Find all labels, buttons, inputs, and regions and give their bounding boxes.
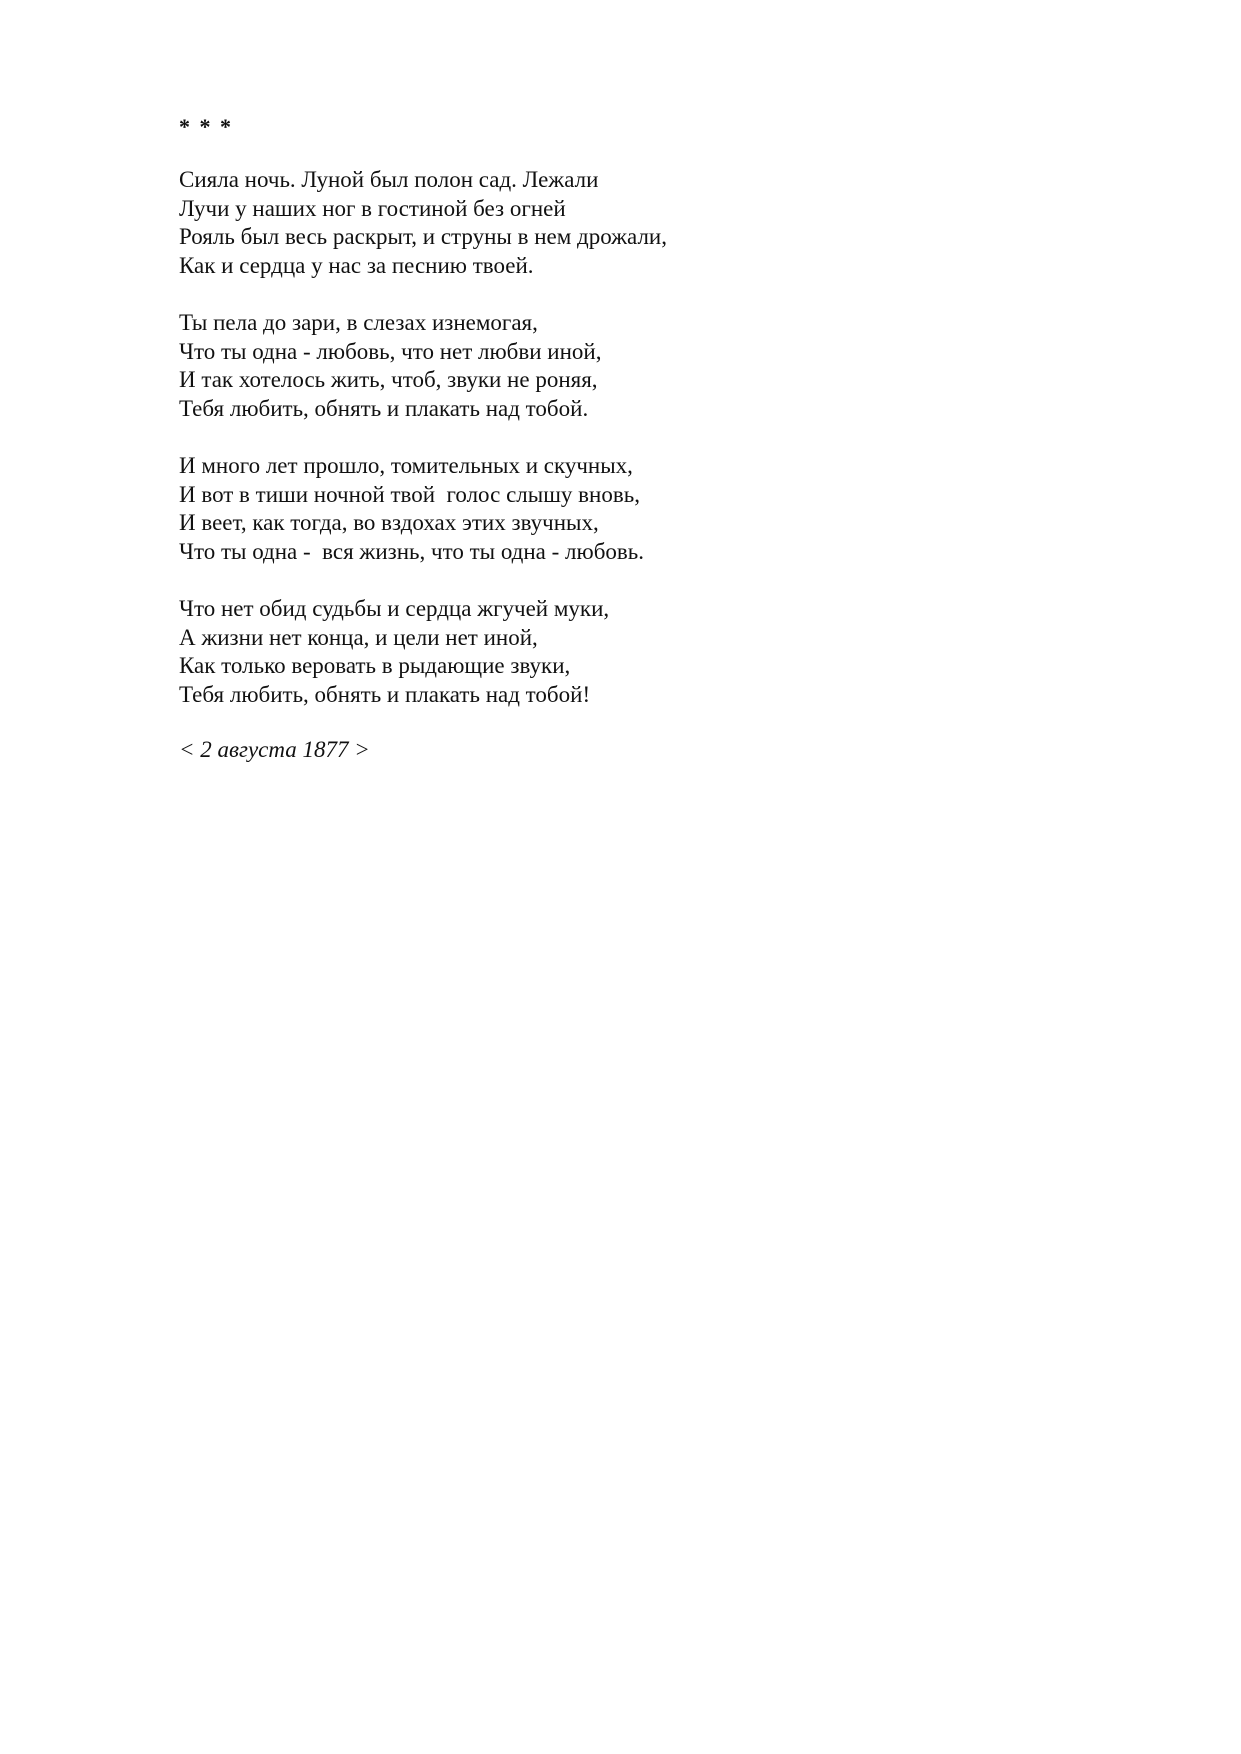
poem-title: * * * <box>179 114 233 139</box>
stanza-4 <box>179 595 1079 709</box>
poem-line: Что ты одна - вся жизнь, что ты одна - любовь. <box>179 538 645 564</box>
poem-line: И много лет прошло, томительных и скучных, <box>179 453 633 478</box>
stanza-1 <box>179 166 1079 280</box>
poem-line: И веет, как тогда, во вздохах этих звучных, <box>179 510 599 535</box>
poem <box>179 114 1079 764</box>
stanza-2 <box>179 309 1079 423</box>
poem-line: Что ты одна - любовь, что нет любви иной, <box>179 338 602 364</box>
poem-date: < 2 августа 1877 > <box>179 737 370 762</box>
poem-line: Ты пела до зари, в слезах изнемогая, <box>179 310 538 335</box>
poem-line: Сияла ночь. Луной был полон сад. Лежали <box>179 167 599 192</box>
poem-line: Лучи у наших ног в гостиной без огней <box>179 195 566 221</box>
stanza-3 <box>179 452 1079 566</box>
poem-line: А жизни нет конца, и цели нет иной, <box>179 624 538 650</box>
poem-line: И вот в тиши ночной твой голос слышу вновь, <box>179 481 640 507</box>
poem-line: Как и сердца у нас за песнию твоей. <box>179 252 534 278</box>
poem-line: Как только веровать в рыдающие звуки, <box>179 653 571 678</box>
poem-line: Что нет обид судьбы и сердца жгучей муки, <box>179 596 610 621</box>
poem-line: И так хотелось жить, чтоб, звуки не роняя, <box>179 367 598 392</box>
poem-line: Тебя любить, обнять и плакать над тобой. <box>179 395 589 421</box>
poem-line: Рояль был весь раскрыт, и струны в нем дрожали, <box>179 224 667 249</box>
poem-line: Тебя любить, обнять и плакать над тобой! <box>179 681 591 707</box>
